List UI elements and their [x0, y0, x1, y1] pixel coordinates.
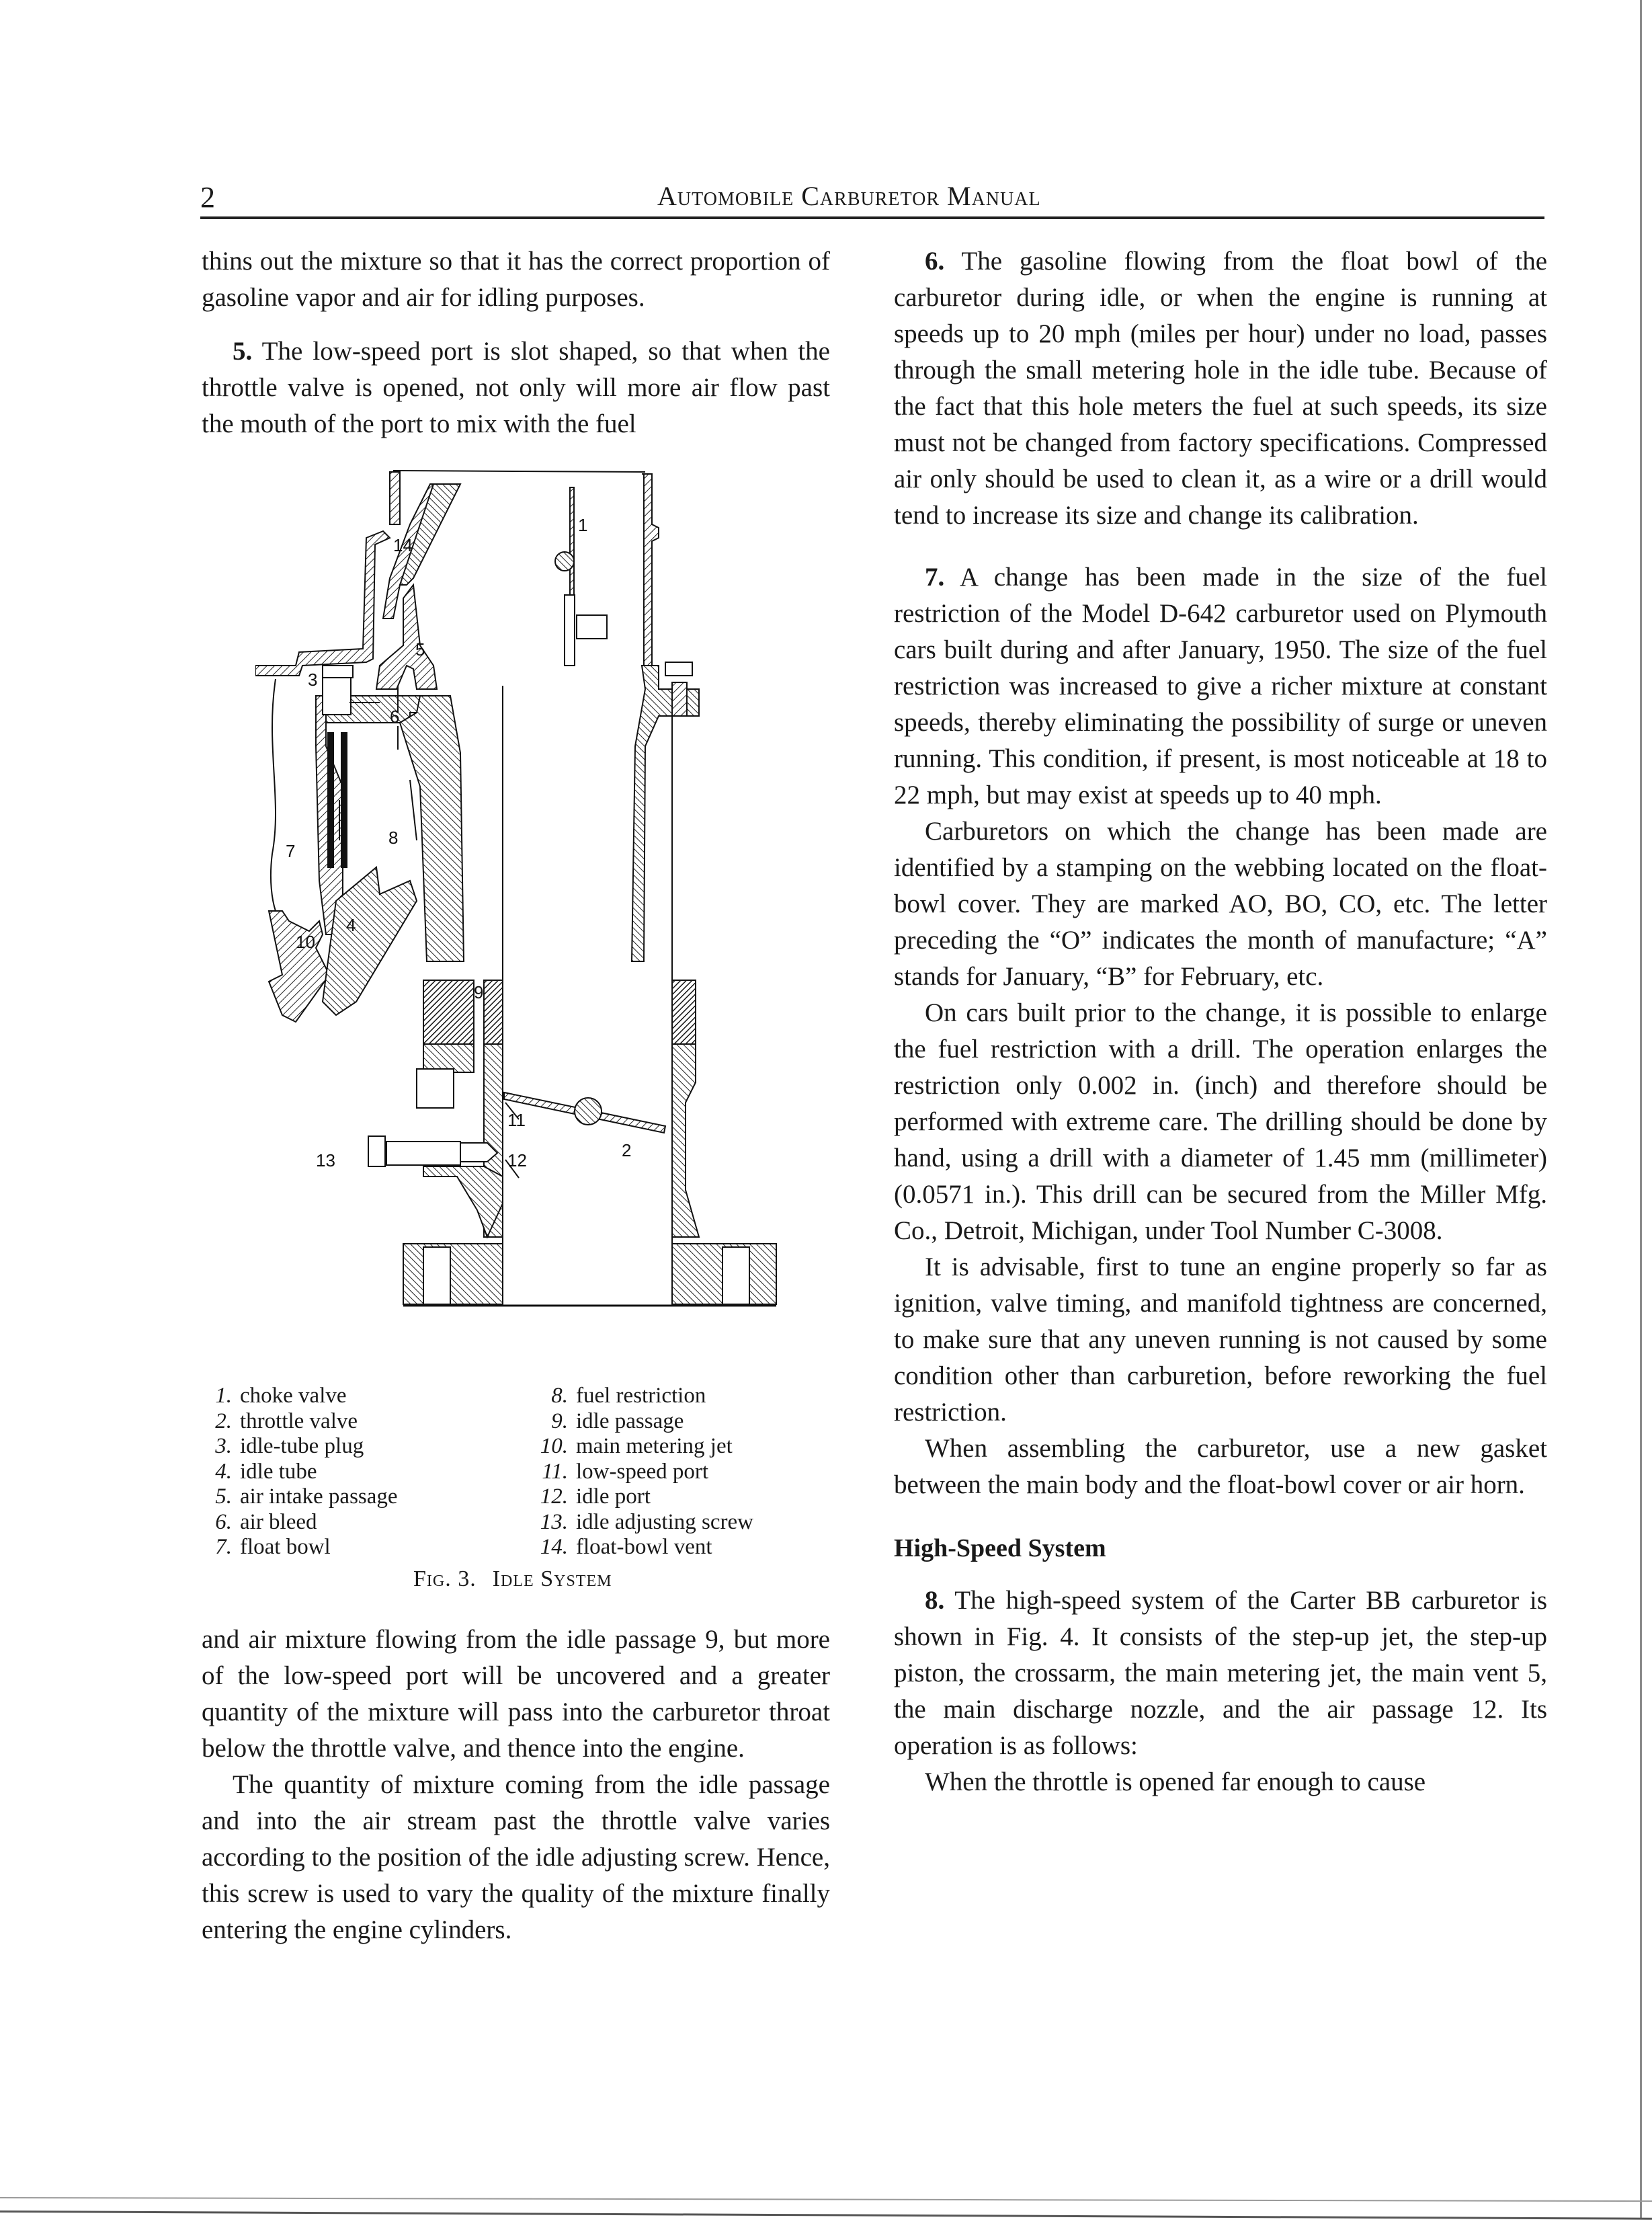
svg-text:14: 14 — [393, 535, 413, 555]
figure-caption — [413, 1566, 612, 1592]
figure-idle-system-diagram — [255, 464, 793, 1378]
carburetor-cross-section — [255, 464, 793, 1378]
section-heading: High-Speed System — [894, 1534, 1106, 1562]
legend-item: 14. float-bowl vent — [540, 1535, 712, 1559]
paragraph: thins out the mixture so that it has the correct proportion of gasoline vapor and air for idling purposes. — [202, 247, 830, 312]
paragraph: The quantity of mixture coming from the idle passage and into the air stream past the throttle valve varies according to the position of the idle adjusting screw. Hence, this screw is used to vary the quality of the mixture finally entering the engine cylinders. — [202, 1770, 830, 1944]
running-header — [200, 180, 1544, 221]
figure-number: Fig. 3. — [413, 1566, 477, 1591]
legend-column-left — [195, 1384, 398, 1560]
paragraph: It is advisable, first to tune an engine properly so far as ignition, valve timing, and manifold tightness are concerned, to make sure that any uneven running is not caused by some condition other than carburetion, before reworking the fuel restriction. — [894, 1252, 1547, 1427]
svg-text:3: 3 — [308, 670, 318, 690]
paragraph: and air mixture flowing from the idle passage 9, but more of the low-speed port will be uncovered and a greater quantity of the mixture will pass into the carburetor throat below the throttle valve, and thence into the engine. — [202, 1625, 830, 1763]
figure-title: Idle System — [492, 1566, 612, 1591]
svg-text:6: 6 — [390, 707, 400, 727]
svg-text:7: 7 — [286, 841, 296, 861]
legend-item: 2. throttle valve — [215, 1408, 358, 1433]
legend-item: 4. idle tube — [215, 1459, 317, 1484]
svg-text:10: 10 — [296, 932, 315, 952]
svg-text:12: 12 — [507, 1150, 527, 1170]
svg-text:8: 8 — [388, 828, 399, 848]
paragraph-8: 8. The high-speed system of the Carter BB carburetor is shown in Fig. 4. It consists of the step-up jet, the step-up piston, the crossarm, the main metering jet, the main vent 5, the main discharge nozzle, and the air passage 12. Its operation is as follows: — [894, 1586, 1548, 1760]
svg-text:13: 13 — [316, 1150, 335, 1170]
page-number: 2 — [200, 181, 215, 214]
legend-item: 6. air bleed — [215, 1509, 317, 1534]
paragraph: Carburetors on which the change has been made are identified by a stamping on the webbing located on the float-bowl cover. They are marked AO, BO, CO, etc. The letter preceding the “O” indicates the month of manufacture; “A” stands for January, “B” for February, etc. — [894, 817, 1547, 991]
legend-item: 11. low-speed port — [542, 1459, 709, 1484]
svg-text:9: 9 — [474, 982, 484, 1002]
legend-item: 3. idle-tube plug — [215, 1434, 364, 1458]
paragraph-6: 6. The gasoline flowing from the float bowl of the carburetor during idle, or when the engine is running at speeds up to 20 mph (miles per hour) under no load, passes through the small metering hole in the idle tube. Because of the fact that this hole meters the fuel at such speeds, its size must not be changed from factory specifications. Compressed air only should be used to clean it, as a wire or a drill would tend to increase its size and change its calibration. — [894, 247, 1548, 530]
legend-column-right — [531, 1384, 753, 1560]
legend-item: 12. idle port — [540, 1484, 651, 1509]
legend-item: 7. float bowl — [215, 1535, 331, 1559]
svg-text:11: 11 — [507, 1110, 526, 1130]
paragraph: When assembling the carburetor, use a new gasket between the main body and the float-bowl cover or air horn. — [894, 1434, 1547, 1499]
legend-item: 5. air intake passage — [215, 1484, 398, 1509]
page-edge — [1640, 0, 1642, 2219]
header-rule — [200, 216, 1544, 219]
legend-item: 13. idle adjusting screw — [540, 1509, 753, 1534]
paragraph: When the throttle is opened far enough to cause — [925, 1767, 1426, 1796]
svg-text:1: 1 — [578, 515, 588, 535]
paragraph-7: 7. A change has been made in the size of the fuel restriction of the Model D-642 carburetor used on Plymouth cars built during and after January, 1950. The size of the fuel restriction was increased to give a richer mixture at constant speeds, thereby eliminating the possibility of surge or uneven running. This condition, if present, is most noticeable at 18 to 22 mph, but may exist at speeds up to 40 mph. — [894, 563, 1547, 809]
paragraph-5: 5. The low-speed port is slot shaped, so that when the throttle valve is opened, not only will more air flow past the mouth of the port to mix with the fuel — [202, 337, 830, 438]
svg-text:4: 4 — [346, 915, 356, 935]
legend-item: 8. fuel restriction — [551, 1384, 706, 1408]
legend-item: 1. choke valve — [215, 1384, 347, 1408]
legend-item: 10. main metering jet — [540, 1434, 733, 1458]
right-column — [894, 243, 1547, 1800]
svg-text:2: 2 — [622, 1140, 632, 1160]
left-column-bottom — [202, 1622, 830, 1948]
left-column-top — [202, 243, 830, 442]
page-edge — [0, 2210, 1652, 2220]
running-title: Automobile Carburetor Manual — [657, 181, 1041, 211]
svg-text:5: 5 — [415, 639, 425, 660]
paragraph: On cars built prior to the change, it is possible to enlarge the fuel restriction with a drill. The operation enlarges the restriction only 0.002 in. (inch) and therefore should be performed with extreme care. The drilling should be done by hand, using a drill with a diameter of 1.45 mm (millimeter) (0.0571 in.). This drill can be secured from the Miller Mfg. Co., Detroit, Michigan, under Tool Number C-3008. — [894, 998, 1547, 1245]
page-edge — [0, 2197, 1652, 2202]
legend-item: 9. idle passage — [551, 1408, 684, 1433]
